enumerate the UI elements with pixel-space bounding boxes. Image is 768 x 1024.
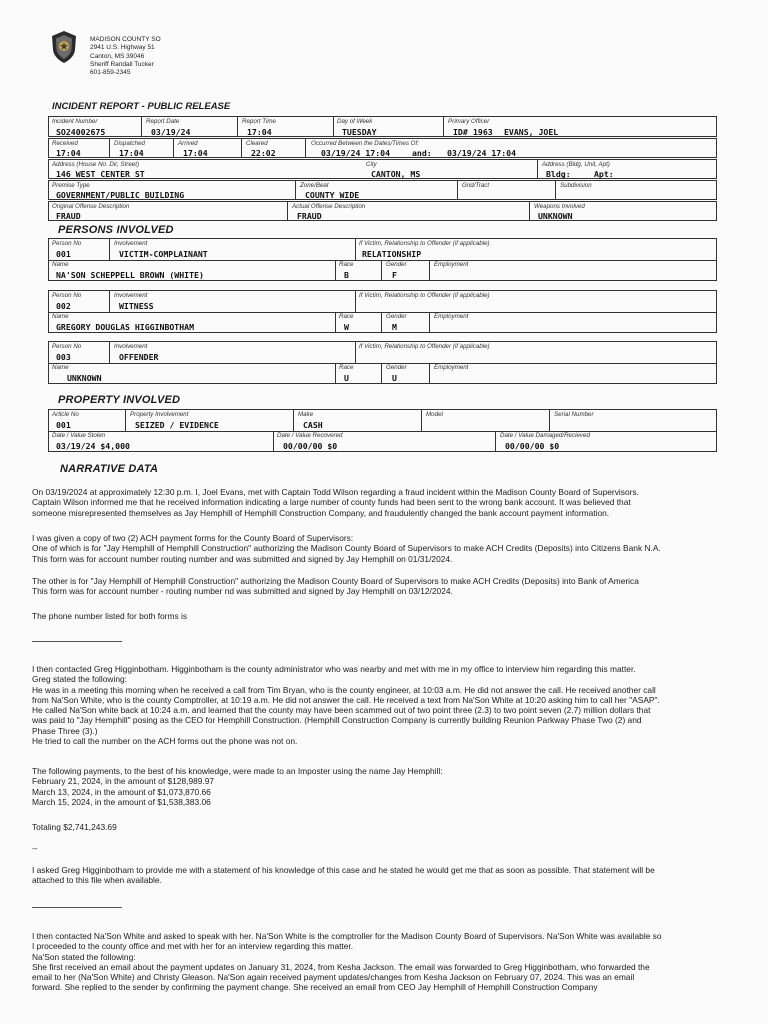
property-involvement: SEIZED / EVIDENCE: [135, 420, 219, 430]
make-label: Make: [298, 411, 314, 418]
narrative-paragraph-phone: [32, 611, 742, 621]
received-time: 17:04: [56, 148, 81, 158]
narrative-line: February 21, 2024, in the amount of $128,989.97: [32, 776, 215, 787]
person-no: 002: [56, 301, 71, 311]
arrived-label: Arrived: [178, 140, 198, 147]
relationship-label: If Victim, Relationship to Offender (if applicable): [359, 292, 490, 299]
narrative-line: The other is for "Jay Hemphill of Hemphill Construction" authorizing the Madison County Board of Supervisors to make ACH Credits (Deposits) into Bank of America: [32, 576, 639, 586]
offense-row: [48, 201, 717, 221]
cleared-label: Cleared: [246, 140, 268, 147]
day-of-week-label: Day of Week: [337, 118, 373, 125]
employment-label: Employment: [434, 364, 469, 371]
premise-row: [48, 180, 717, 200]
person-relationship: RELATIONSHIP: [362, 249, 422, 259]
narrative-line: She first received an email about the payment updates on January 31, 2024, from Kesha Jackson. The email was forwarded to Greg Higginbotham, who forwarded the: [32, 961, 650, 972]
name-label: Name: [52, 261, 69, 268]
value-damaged-label: Date / Value Damaged/Recieved: [500, 432, 590, 439]
name-label: Name: [52, 364, 69, 371]
person-name: GREGORY DOUGLAS HIGGINBOTHAM: [56, 322, 195, 332]
separator-line: [32, 641, 122, 642]
person-involvement: VICTIM-COMPLAINANT: [119, 249, 208, 259]
primary-officer-label: Primary Officer: [448, 118, 490, 125]
agency-name: MADISON COUNTY SO: [90, 36, 161, 43]
model-label: Model: [426, 411, 443, 418]
narrative-line: He was in a meeting this morning when he received a call from Tim Bryan, who is the county engineer, at 10:03 a.m. He did not answer the call. He received another call: [32, 684, 656, 695]
narrative-line: I then contacted Greg Higginbotham. Higginbotham is the county administrator who was nearby and met with me in my office to interview him regarding this matter.: [32, 664, 636, 674]
narrative-line: This form was for account number - routing number nd was submitted and signed by Jay Hemphill on 03/12/2024.: [32, 586, 453, 597]
narrative-line: I proceeded to the county office and met with her for an interview regarding this matter.: [32, 941, 354, 952]
property-section-title: PROPERTY INVOLVED: [58, 394, 181, 406]
narrative-line: He called Na'Son white back at 10:24 a.m. and learned that the county may have been scammed out of two point three (2.3) to two point seven (2.7) million dollars that: [32, 705, 651, 716]
occurred-from: 03/19/24 17:04: [321, 148, 391, 158]
person-name: NA'SON SCHEPPELL BROWN (WHITE): [56, 270, 204, 280]
separator-line: [32, 907, 122, 908]
race-label: Race: [339, 261, 354, 268]
report-date: 03/19/24: [151, 127, 191, 137]
narrative-line: Na'Son stated the following:: [32, 951, 136, 962]
agency-phone: 601-859-2345: [90, 69, 131, 77]
narrative-line: Greg stated the following:: [32, 674, 127, 685]
report-title: INCIDENT REPORT - PUBLIC RELEASE: [52, 101, 231, 112]
day-of-week: TUESDAY: [342, 127, 377, 137]
received-label: Received: [52, 140, 78, 147]
dispatched-label: Dispatched: [114, 140, 145, 147]
occurred-to: 03/19/24 17:04: [447, 148, 517, 158]
persons-section-title: PERSONS INVOLVED: [58, 224, 174, 236]
narrative-line: from Na'Son White, who is the county Comptroller, at 10:19 a.m. He did not answer the call. He received a text from Na'Son White at 10:20 asking him to call her "ASAP".: [32, 694, 660, 705]
premise-type-label: Premise Type: [52, 182, 90, 189]
person-race: U: [344, 373, 349, 383]
race-label: Race: [339, 313, 354, 320]
narrative-line: He tried to call the number on the ACH forms out the phone was not on.: [32, 736, 298, 747]
employment-label: Employment: [434, 261, 469, 268]
weapons-label: Weapons Involved: [534, 203, 585, 210]
involvement-label: Involvement: [114, 343, 148, 350]
incident-number-label: Incident Number: [52, 118, 98, 125]
cleared-time: 22:02: [251, 148, 276, 158]
gender-label: Gender: [386, 261, 407, 268]
officer-id-prefix: ID#: [453, 127, 468, 137]
person-no-label: Person No: [52, 343, 82, 350]
value-damaged: 00/00/00 $0: [505, 441, 560, 451]
person-no-label: Person No: [52, 240, 82, 247]
race-label: Race: [339, 364, 354, 371]
article-no: 001: [56, 420, 71, 430]
agency-city: Canton, MS 39046: [90, 52, 145, 60]
sheriff-badge-icon: [50, 30, 78, 64]
serial-number-label: Serial Number: [554, 411, 594, 418]
agency-sheriff: Sheriff Randall Tucker: [90, 60, 154, 68]
person-gender: U: [392, 373, 397, 383]
article-no-label: Article No: [52, 411, 79, 418]
zone-beat-label: Zone/Beat: [300, 182, 329, 189]
narrative-paragraph-white: [32, 931, 742, 993]
city-label: City: [366, 161, 377, 168]
person-no: 003: [56, 352, 71, 362]
involvement-label: Involvement: [114, 292, 148, 299]
occurred-between-label: Occurred Between the Dates/Times Of:: [311, 140, 419, 147]
actual-offense-label: Actual Offense Description: [292, 203, 366, 210]
narrative-paragraph-payments: [32, 766, 742, 807]
narrative-line: Captain Wilson informed me that he received information indicating a large number of county funds had been sent to the wrong bank account. It was believed that: [32, 497, 631, 508]
zone-beat: COUNTY WIDE: [305, 190, 360, 200]
narrative-line: On 03/19/2024 at approximately 12:30 p.m. I, Joel Evans, met with Captain Todd Wilson regarding a fraud incident within the Madison County Board of Supervisors.: [32, 487, 639, 497]
person-gender: F: [392, 270, 397, 280]
property-involvement-label: Property Involvement: [130, 411, 189, 418]
narrative-section-title: NARRATIVE DATA: [60, 463, 159, 475]
narrative-line: forward. She replied to the sender by confirming the payment change. She received an email from CEO Jay Hemphill of Hemphill Construction Company: [32, 982, 598, 993]
narrative-line: --: [32, 843, 38, 853]
narrative-line: One of which is for "Jay Hemphill of Hemphill Construction" authorizing the Madison County Board of Supervisors to make ACH Credits (Deposits) into Citizens Bank N.A.: [32, 543, 661, 554]
address-row: [48, 159, 717, 179]
value-recovered: 00/00/00 $0: [283, 441, 338, 451]
narrative-dashes: [32, 843, 742, 853]
original-offense-label: Original Offense Description: [52, 203, 130, 210]
person-card-002: [48, 290, 717, 333]
person-no: 001: [56, 249, 71, 259]
agency-street: 2941 U.S. Highway 51: [90, 44, 155, 52]
apt-label: Apt:: [594, 169, 614, 179]
narrative-paragraph-ach-forms: [32, 533, 742, 564]
bldg-label: Bldg:: [546, 169, 571, 179]
gender-label: Gender: [386, 313, 407, 320]
incident-row: [48, 116, 717, 137]
agency-address-block: [90, 36, 161, 77]
person-gender: M: [392, 322, 397, 332]
report-time: 17:04: [247, 127, 272, 137]
subdivision-label: Subdivision: [560, 182, 592, 189]
person-involvement: OFFENDER: [119, 352, 159, 362]
officer-id: 1963: [473, 127, 493, 137]
narrative-line: email to her (Na'Son White) and Christy Gleason. Na'Son again received payment updates/changes from Kesha Jackson on February 07, 2024. This was an email: [32, 972, 635, 983]
officer-name: EVANS, JOEL: [504, 127, 559, 137]
incident-address: 146 WEST CENTER ST: [56, 169, 145, 179]
actual-offense: FRAUD: [297, 211, 322, 221]
narrative-paragraph-statement: [32, 865, 742, 886]
incident-city: CANTON, MS: [371, 169, 421, 179]
narrative-line: I was given a copy of two (2) ACH payment forms for the County Board of Supervisors:: [32, 533, 354, 543]
person-card-003: [48, 341, 717, 384]
value-stolen-label: Date / Value Stolen: [52, 432, 106, 439]
narrative-line: Phase Three (3).): [32, 725, 98, 736]
narrative-line: I asked Greg Higginbotham to provide me with a statement of his knowledge of this case and he stated he would get me that as soon as possible. That statement will be: [32, 865, 655, 875]
address-label: Address (House No. Dir, Street): [52, 161, 139, 168]
narrative-paragraph-second-form: [32, 576, 742, 597]
narrative-line: was paid to "Jay Hemphill" posing as the CEO for Hemphill Construction. (Hemphill Construction Company is currently building Reunion Parkway Phase Two (2) and: [32, 715, 642, 726]
dispatched-time: 17:04: [119, 148, 144, 158]
person-race: W: [344, 322, 349, 332]
person-no-label: Person No: [52, 292, 82, 299]
narrative-line: March 15, 2024, in the amount of $1,538,383.06: [32, 796, 211, 807]
report-date-label: Report Date: [146, 118, 180, 125]
narrative-line: attached to this file when available.: [32, 875, 162, 886]
property-make: CASH: [303, 420, 323, 430]
gender-label: Gender: [386, 364, 407, 371]
grid-tract-label: Grid/Tract: [462, 182, 490, 189]
involvement-label: Involvement: [114, 240, 148, 247]
narrative-line: I then contacted Na'Son White and asked to speak with her. Na'Son White is the comptroller for the Madison County Board of Supervisors. Na'Son White was available so: [32, 931, 662, 941]
narrative-paragraph-intro: [32, 487, 742, 518]
report-time-label: Report Time: [242, 118, 276, 125]
narrative-line: This form was for account number routing number and was submitted and signed by Jay Hemphill on 01/31/2024.: [32, 553, 453, 564]
narrative-line: The following payments, to the best of his knowledge, were made to an Imposter using the name Jay Hemphill:: [32, 766, 443, 776]
relationship-label: If Victim, Relationship to Offender (if applicable): [359, 343, 490, 350]
narrative-line: someone misrepresented themselves as Jay Hemphill of Hemphill Construction Company, and fraudulently changed the bank account payment information.: [32, 507, 610, 518]
narrative-line: March 13, 2024, in the amount of $1,073,870.66: [32, 786, 211, 797]
arrived-time: 17:04: [183, 148, 208, 158]
narrative-paragraph-higginbotham: [32, 664, 742, 746]
person-involvement: WITNESS: [119, 301, 154, 311]
employment-label: Employment: [434, 313, 469, 320]
address2-label: Address (Bldg, Unit, Apt): [542, 161, 610, 168]
name-label: Name: [52, 313, 69, 320]
person-race: B: [344, 270, 349, 280]
incident-number: SO24002675: [56, 127, 106, 137]
weapons: UNKNOWN: [538, 211, 573, 221]
narrative-line: Totaling $2,741,243.69: [32, 822, 117, 832]
person-name: UNKNOWN: [67, 373, 102, 383]
value-recovered-label: Date / Value Recovered: [277, 432, 343, 439]
relationship-label: If Victim, Relationship to Offender (if applicable): [359, 240, 490, 247]
narrative-line: The phone number listed for both forms is: [32, 611, 188, 621]
occurred-and: and:: [412, 148, 432, 158]
property-card: [48, 409, 717, 452]
value-stolen: 03/19/24 $4,000: [56, 441, 130, 451]
person-card-001: [48, 238, 717, 281]
original-offense: FRAUD: [56, 211, 81, 221]
premise-type: GOVERNMENT/PUBLIC BUILDING: [56, 190, 185, 200]
times-row: [48, 138, 717, 158]
narrative-paragraph-total: [32, 822, 742, 832]
